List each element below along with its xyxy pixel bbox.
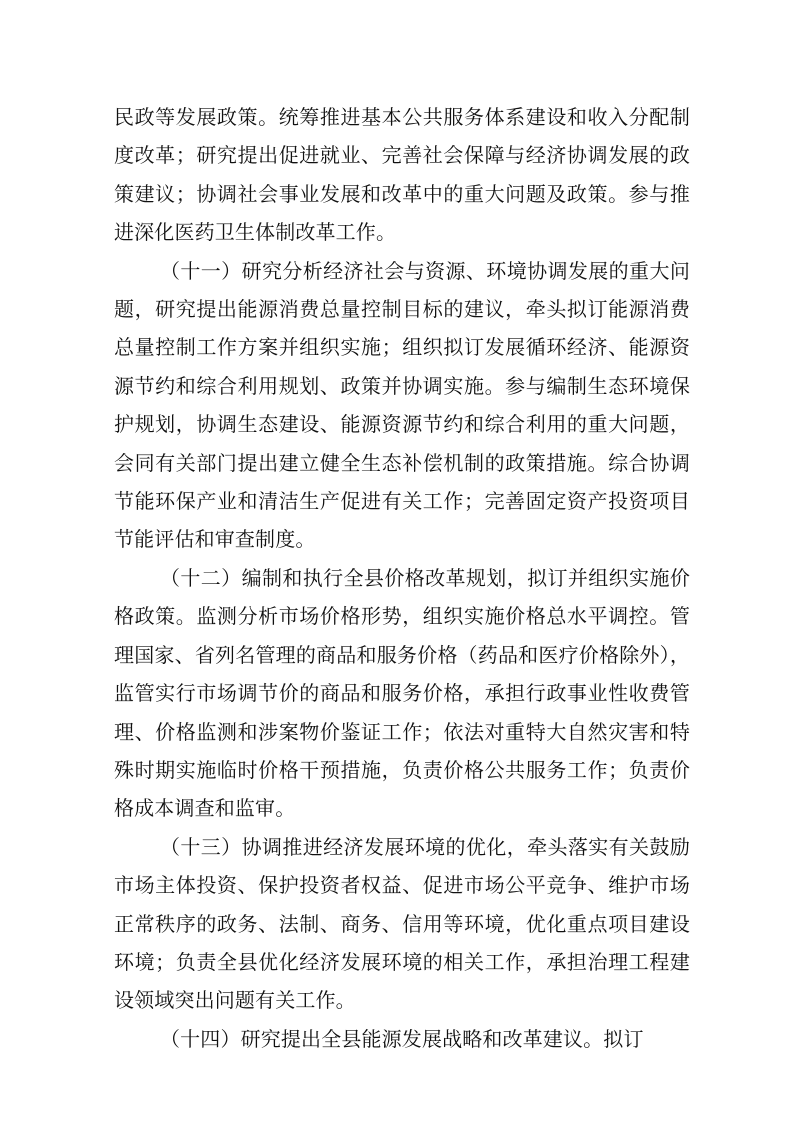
paragraph-item-11: （十一）研究分析经济社会与资源、环境协调发展的重大问题，研究提出能源消费总量控制目标的建议，牵头拟订能源消费总量控制工作方案并组织实施；组织拟订发展循环经济、能源资源节约和综合利用规划、政策并协调实施。参与编制生态环境保护规划，协调生态建设、能源资源节约和综合利用的重大问题，会同有关部门提出建立健全生态补偿机制的政策措施。综合协调节能环保产业和清洁生产促进有关工作；完善固定资产投资项目节能评估和审查制度。 — [114, 258, 690, 552]
paragraph-continuation: 民政等发展政策。统筹推进基本公共服务体系建设和收入分配制度改革；研究提出促进就业、完善社会保障与经济协调发展的政策建议；协调社会事业发展和改革中的重大问题及政策。参与推进深化医药卫生体制改革工作。 — [114, 105, 690, 245]
paragraph-item-12: （十二）编制和执行全县价格改革规划，拟订并组织实施价格政策。监测分析市场价格形势，组织实施价格总水平调控。管理国家、省列名管理的商品和服务价格（药品和医疗价格除外），监管实行市场调节价的商品和服务价格，承担行政事业性收费管理、价格监测和涉案物价鉴证工作；依法对重特大自然灾害和特殊时期实施临时价格干预措施，负责价格公共服务工作；负责价格成本调查和监审。 — [114, 565, 690, 821]
document-body — [114, 98, 690, 1058]
paragraph-item-13: （十三）协调推进经济发展环境的优化，牵头落实有关鼓励市场主体投资、保护投资者权益、促进市场公平竞争、维护市场正常秩序的政务、法制、商务、信用等环境，优化重点项目建设环境；负责全县优化经济发展环境的相关工作，承担治理工程建设领域突出问题有关工作。 — [114, 834, 690, 1013]
paragraph-item-14: （十四）研究提出全县能源发展战略和改革建议。拟订 — [160, 1026, 644, 1051]
